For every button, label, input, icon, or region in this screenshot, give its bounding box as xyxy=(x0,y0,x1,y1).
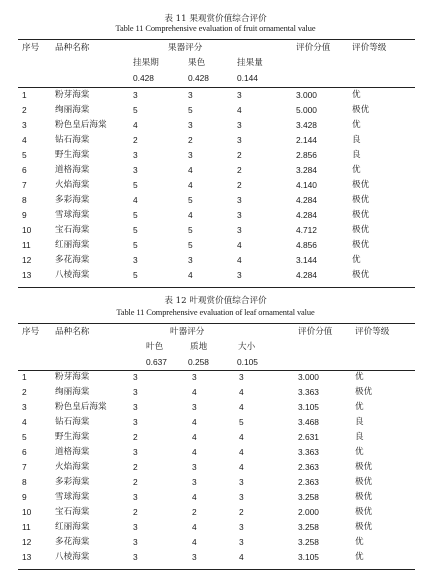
table-cell: 优 xyxy=(355,402,364,412)
table-cell: 红丽海棠 xyxy=(55,240,90,250)
table-cell: 4.284 xyxy=(296,210,317,220)
table-cell: 4.140 xyxy=(296,180,317,190)
table-caption-en: Table 11 Comprehensive evaluation of fruit ornamental value xyxy=(115,24,316,33)
table-cell: 5 xyxy=(239,417,244,427)
table-caption-cn: 表 12 叶观赏价值综合评价 xyxy=(164,296,267,306)
table-cell: 2 xyxy=(133,477,138,487)
table-cell: 宝石海棠 xyxy=(55,225,90,235)
table-cell: 3 xyxy=(239,477,244,487)
table-cell: 3 xyxy=(192,477,197,487)
sub-header: 果色 xyxy=(188,58,206,68)
table-cell: 3 xyxy=(239,492,244,502)
table-cell: 八棱海棠 xyxy=(55,552,90,562)
table-cell: 8 xyxy=(22,477,27,487)
table-cell: 4 xyxy=(239,462,244,472)
table-cell: 钻石海棠 xyxy=(55,135,90,145)
table-cell: 3 xyxy=(133,255,138,265)
table-cell: 3 xyxy=(192,372,197,382)
table-cell: 5 xyxy=(133,240,138,250)
table-cell: 7 xyxy=(22,180,27,190)
table-cell: 野生海棠 xyxy=(55,150,90,160)
table-cell: 3 xyxy=(133,552,138,562)
table-cell: 3 xyxy=(133,447,138,457)
table-cell: 9 xyxy=(22,492,27,502)
table-cell: 3 xyxy=(192,552,197,562)
header-no: 序号 xyxy=(22,327,40,337)
table-cell: 3 xyxy=(133,402,138,412)
table-cell: 3 xyxy=(237,210,242,220)
table-cell: 1 xyxy=(22,90,27,100)
table-cell: 3 xyxy=(239,372,244,382)
table-cell: 1 xyxy=(22,372,27,382)
sub-header: 大小 xyxy=(238,342,256,352)
table-cell: 3.000 xyxy=(296,90,317,100)
table-cell: 4 xyxy=(192,537,197,547)
table-cell: 雪球海棠 xyxy=(55,492,90,502)
table-cell: 钻石海棠 xyxy=(55,417,90,427)
table-cell: 3.258 xyxy=(298,537,319,547)
table-cell: 5 xyxy=(188,105,193,115)
table-cell: 3 xyxy=(237,195,242,205)
table-cell: 4 xyxy=(133,120,138,130)
table-cell: 红丽海棠 xyxy=(55,522,90,532)
table-cell: 4.284 xyxy=(296,270,317,280)
table-cell: 4.284 xyxy=(296,195,317,205)
table-cell: 2 xyxy=(192,507,197,517)
table-cell: 多花海棠 xyxy=(55,255,90,265)
table-cell: 5 xyxy=(133,270,138,280)
table-cell: 4 xyxy=(22,417,27,427)
header-grade: 评价等级 xyxy=(352,43,387,53)
table-cell: 极优 xyxy=(352,210,370,220)
table-cell: 2 xyxy=(133,507,138,517)
table-cell: 优 xyxy=(355,537,364,547)
table-cell: 3 xyxy=(133,387,138,397)
table-cell: 6 xyxy=(22,165,27,175)
header-score: 评价分值 xyxy=(296,43,331,53)
header-group: 叶器评分 xyxy=(170,327,205,337)
table-cell: 优 xyxy=(355,552,364,562)
table-cell: 3.105 xyxy=(298,402,319,412)
table-cell: 优 xyxy=(355,447,364,457)
table-cell: 极优 xyxy=(355,507,373,517)
sub-header: 叶色 xyxy=(146,342,164,352)
table-cell: 4 xyxy=(188,270,193,280)
table-cell: 4 xyxy=(239,447,244,457)
table-cell: 5 xyxy=(22,150,27,160)
table-bottom-rule xyxy=(18,287,415,288)
table-cell: 粉色皇后海棠 xyxy=(55,402,107,412)
table-cell: 5 xyxy=(133,210,138,220)
table-cell: 5 xyxy=(133,225,138,235)
table-cell: 3 xyxy=(133,537,138,547)
weight-value: 0.105 xyxy=(237,357,258,367)
table-cell: 4 xyxy=(239,387,244,397)
header-group: 果器评分 xyxy=(168,43,203,53)
table-cell: 宝石海棠 xyxy=(55,507,90,517)
table-cell: 良 xyxy=(352,135,361,145)
table-cell: 3 xyxy=(188,90,193,100)
table-caption-en: Table 11 Comprehensive evaluation of leaf ornamental value xyxy=(116,308,315,317)
table-cell: 3 xyxy=(188,255,193,265)
table-cell: 5 xyxy=(188,240,193,250)
table-cell: 3.428 xyxy=(296,120,317,130)
table-cell: 4 xyxy=(192,492,197,502)
table-cell: 12 xyxy=(22,255,32,265)
table-cell: 绚丽海棠 xyxy=(55,105,90,115)
table-cell: 粉芽海棠 xyxy=(55,90,90,100)
table-cell: 2 xyxy=(22,387,27,397)
table-cell: 2 xyxy=(237,165,242,175)
table-cell: 2 xyxy=(133,135,138,145)
table-cell: 3 xyxy=(188,120,193,130)
sub-header: 挂果量 xyxy=(237,58,263,68)
table-cell: 2.856 xyxy=(296,150,317,160)
weight-value: 0.637 xyxy=(146,357,167,367)
table-cell: 3 xyxy=(237,270,242,280)
table-cell: 4 xyxy=(237,240,242,250)
table-cell: 4 xyxy=(239,402,244,412)
table-cell: 3.284 xyxy=(296,165,317,175)
table-cell: 2 xyxy=(188,135,193,145)
sub-header: 挂果期 xyxy=(133,58,159,68)
table-cell: 2 xyxy=(239,507,244,517)
table-cell: 3 xyxy=(133,417,138,427)
table-cell: 优 xyxy=(352,255,361,265)
table-cell: 5 xyxy=(22,432,27,442)
table-cell: 4 xyxy=(192,522,197,532)
table-cell: 4.712 xyxy=(296,225,317,235)
table-cell: 12 xyxy=(22,537,32,547)
table-cell: 4 xyxy=(188,180,193,190)
table-cell: 4 xyxy=(188,165,193,175)
table-cell: 3 xyxy=(237,120,242,130)
table-cell: 10 xyxy=(22,507,32,517)
table-cell: 道格海棠 xyxy=(55,165,90,175)
table-cell: 绚丽海棠 xyxy=(55,387,90,397)
header-score: 评价分值 xyxy=(298,327,333,337)
table-cell: 3 xyxy=(133,522,138,532)
table-cell: 2 xyxy=(133,462,138,472)
table-cell: 3.144 xyxy=(296,255,317,265)
table-cell: 7 xyxy=(22,462,27,472)
table-cell: 粉芽海棠 xyxy=(55,372,90,382)
table-top-rule xyxy=(18,39,415,40)
table-cell: 2 xyxy=(237,180,242,190)
table-cell: 极优 xyxy=(352,225,370,235)
table-cell: 4 xyxy=(237,255,242,265)
table-cell: 3.363 xyxy=(298,387,319,397)
table-cell: 2.363 xyxy=(298,462,319,472)
table-cell: 火焰海棠 xyxy=(55,180,90,190)
table-cell: 优 xyxy=(352,120,361,130)
table-cell: 3 xyxy=(237,135,242,145)
header-grade: 评价等级 xyxy=(355,327,390,337)
table-cell: 雪球海棠 xyxy=(55,210,90,220)
table-cell: 5 xyxy=(188,225,193,235)
table-cell: 2.631 xyxy=(298,432,319,442)
sub-header: 质地 xyxy=(190,342,208,352)
table-cell: 4 xyxy=(188,210,193,220)
table-cell: 2 xyxy=(237,150,242,160)
table-cell: 3 xyxy=(192,462,197,472)
table-cell: 优 xyxy=(352,165,361,175)
table-cell: 5 xyxy=(133,105,138,115)
table-cell: 3 xyxy=(188,150,193,160)
table-cell: 2 xyxy=(22,105,27,115)
table-cell: 3.105 xyxy=(298,552,319,562)
table-cell: 极优 xyxy=(355,462,373,472)
table-cell: 良 xyxy=(355,432,364,442)
table-cell: 3 xyxy=(239,522,244,532)
table-cell: 3.363 xyxy=(298,447,319,457)
table-cell: 13 xyxy=(22,552,32,562)
table-cell: 4 xyxy=(192,417,197,427)
table-cell: 多彩海棠 xyxy=(55,195,90,205)
table-cell: 3 xyxy=(22,120,27,130)
table-cell: 极优 xyxy=(355,522,373,532)
table-cell: 5.000 xyxy=(296,105,317,115)
table-cell: 道格海棠 xyxy=(55,447,90,457)
table-cell: 八棱海棠 xyxy=(55,270,90,280)
table-cell: 4 xyxy=(192,432,197,442)
table-cell: 3 xyxy=(133,150,138,160)
table-cell: 4 xyxy=(133,195,138,205)
table-cell: 3 xyxy=(133,372,138,382)
table-cell: 4 xyxy=(237,105,242,115)
table-cell: 极优 xyxy=(352,195,370,205)
table-cell: 9 xyxy=(22,210,27,220)
table-cell: 优 xyxy=(352,90,361,100)
weight-value: 0.258 xyxy=(188,357,209,367)
weight-value: 0.428 xyxy=(188,73,209,83)
table-cell: 10 xyxy=(22,225,32,235)
table-cell: 极优 xyxy=(352,270,370,280)
table-cell: 3.000 xyxy=(298,372,319,382)
table-cell: 4.856 xyxy=(296,240,317,250)
table-cell: 极优 xyxy=(352,240,370,250)
table-cell: 3 xyxy=(22,402,27,412)
table-header-rule xyxy=(18,87,415,88)
table-cell: 3 xyxy=(133,165,138,175)
weight-value: 0.428 xyxy=(133,73,154,83)
table-cell: 优 xyxy=(355,372,364,382)
table-cell: 11 xyxy=(22,522,31,532)
table-cell: 多花海棠 xyxy=(55,537,90,547)
table-cell: 野生海棠 xyxy=(55,432,90,442)
table-cell: 极优 xyxy=(355,492,373,502)
table-cell: 3.258 xyxy=(298,492,319,502)
table-cell: 4 xyxy=(192,387,197,397)
table-caption-cn: 表 11 果观赏价值综合评价 xyxy=(164,14,267,24)
table-top-rule xyxy=(18,323,415,324)
table-cell: 4 xyxy=(22,135,27,145)
table-cell: 11 xyxy=(22,240,31,250)
table-cell: 良 xyxy=(352,150,361,160)
table-cell: 3 xyxy=(133,90,138,100)
table-cell: 极优 xyxy=(355,387,373,397)
table-cell: 5 xyxy=(188,195,193,205)
table-cell: 极优 xyxy=(352,105,370,115)
table-cell: 2.363 xyxy=(298,477,319,487)
table-header-rule xyxy=(18,370,415,371)
header-name: 品种名称 xyxy=(55,327,90,337)
table-cell: 多彩海棠 xyxy=(55,477,90,487)
table-cell: 3 xyxy=(133,492,138,502)
table-cell: 8 xyxy=(22,195,27,205)
table-cell: 4 xyxy=(192,447,197,457)
table-cell: 火焰海棠 xyxy=(55,462,90,472)
table-cell: 3.258 xyxy=(298,522,319,532)
table-cell: 2 xyxy=(133,432,138,442)
table-cell: 极优 xyxy=(352,180,370,190)
table-cell: 4 xyxy=(239,552,244,562)
table-cell: 3 xyxy=(237,225,242,235)
table-cell: 2.144 xyxy=(296,135,317,145)
header-name: 品种名称 xyxy=(55,43,90,53)
weight-value: 0.144 xyxy=(237,73,258,83)
table-cell: 良 xyxy=(355,417,364,427)
table-cell: 6 xyxy=(22,447,27,457)
table-cell: 13 xyxy=(22,270,32,280)
table-cell: 4 xyxy=(239,432,244,442)
header-no: 序号 xyxy=(22,43,40,53)
table-cell: 3 xyxy=(192,402,197,412)
table-cell: 3.468 xyxy=(298,417,319,427)
table-cell: 3 xyxy=(237,90,242,100)
table-cell: 5 xyxy=(133,180,138,190)
table-cell: 2.000 xyxy=(298,507,319,517)
table-cell: 极优 xyxy=(355,477,373,487)
table-cell: 3 xyxy=(239,537,244,547)
table-cell: 粉色皇后海棠 xyxy=(55,120,107,130)
